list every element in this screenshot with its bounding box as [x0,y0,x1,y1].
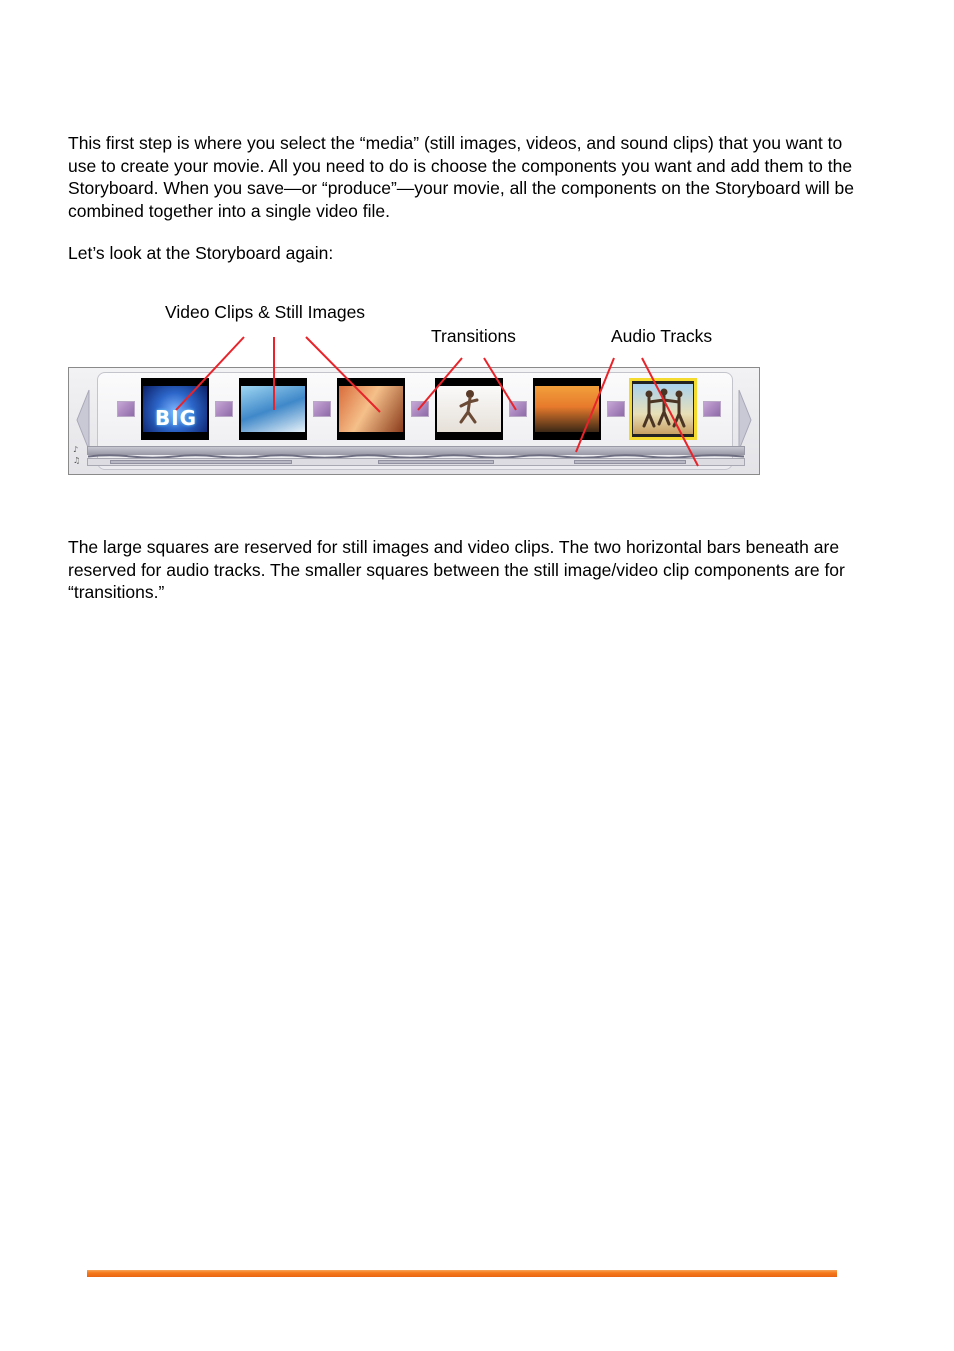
clip-thumbnail [339,386,403,432]
clip-thumbnail [241,386,305,432]
explanation-paragraph: The large squares are reserved for still images and video clips. The two horizontal bars beneath are reserved for audio tracks. The smaller squares between the still image/video clip components are for “transitions.” [68,537,845,602]
audio-segment [110,460,292,464]
label-transitions: Transitions [431,326,516,346]
intro-paragraph: This first step is where you select the “media” (still images, videos, and sound clips) that you want to use to create your movie. All you need to do is choose the components you want and add them to the Storyboard. When you save—or “produce”—your movie, all the components on the Storyboard will be combined together into a single video file. [68,133,854,221]
clip-thumbnail [437,386,501,432]
clip-slot [337,378,405,440]
audio-track-1-icon: ♪ [73,445,79,454]
clip-thumbnail [633,384,693,434]
clip-slot [435,378,503,440]
transition-slot [703,401,721,417]
transition-slot [607,401,625,417]
thumbnail-text: BIG [155,406,198,430]
audio-segment [378,460,494,464]
storyboard-panel [68,367,760,475]
clip-slot [239,378,307,440]
transition-slot [411,401,429,417]
clip-slot [141,378,209,440]
scroll-right-icon [737,388,753,452]
clip-slot [533,378,601,440]
label-video-clips: Video Clips & Still Images [165,302,366,322]
audio-track-1 [87,446,745,455]
clip-thumbnail [143,386,207,432]
label-audio-tracks: Audio Tracks [611,326,713,346]
transition-slot [313,401,331,417]
scroll-left-icon [75,388,91,452]
transition-slot [215,401,233,417]
clip-slot-selected [629,378,697,440]
transition-slot [509,401,527,417]
lead-in-text: Let’s look at the Storyboard again: [68,243,334,263]
footer-rule [87,1270,837,1277]
transition-slot [117,401,135,417]
audio-track-2-icon: ♫ [73,456,81,465]
running-child-figure [437,386,501,432]
clip-thumbnail [535,386,599,432]
audio-track-2 [87,458,745,466]
audio-segment [574,460,686,464]
beach-figures [633,384,695,434]
